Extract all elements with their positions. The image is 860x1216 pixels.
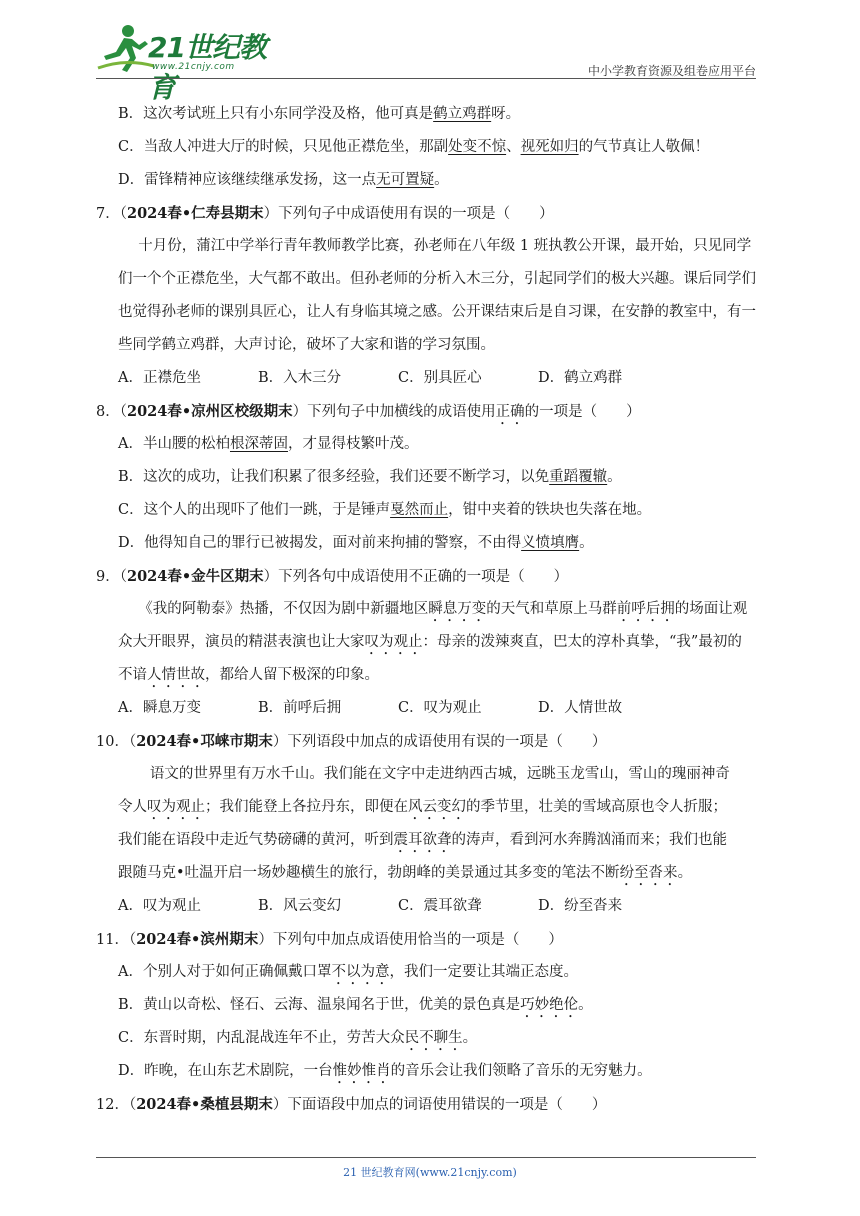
q8-stem: 8．（2024春•凉州区校级期末）下列句子中加横线的成语使用正确的一项是（ ） bbox=[96, 403, 641, 420]
q9-choice-c: C．叹为观止 bbox=[398, 700, 482, 716]
q10-stem: 10．（2024春•邛崃市期末）下列语段中加点的成语使用有误的一项是（ ） bbox=[96, 733, 607, 750]
q11-source: 2024春•滨州期末 bbox=[136, 931, 259, 948]
q11-stem: 11．（2024春•滨州期末）下列句中加点成语使用恰当的一项是（ ） bbox=[96, 931, 563, 948]
q7-passage-line: 们一个个正襟危坐，大气都不敢出。但孙老师的分析入木三分，引起同学们的极大兴趣。课后同学们 bbox=[118, 271, 756, 287]
q9-source: 2024春•金牛区期末 bbox=[126, 568, 264, 585]
q11-option-b: B．黄山以奇松、怪石、云海、温泉闻名于世，优美的景色真是巧妙绝伦。 bbox=[118, 997, 593, 1013]
q10-passage-line: 我们能在语段中走近气势磅礴的黄河，听到震耳欲聋的涛声，看到河水奔腾汹涌而来；我们也能 bbox=[118, 832, 727, 848]
logo-url: www.21cnjy.com bbox=[152, 62, 235, 72]
q6-option-c: C．当敌人冲进大厅的时候，只见他正襟危坐，那副处变不惊、视死如归的气节真让人敬佩！ bbox=[118, 139, 710, 155]
platform-title: 中小学教育资源及组卷应用平台 bbox=[587, 64, 756, 78]
q7-choice-d: D．鹤立鸡群 bbox=[538, 370, 623, 386]
q7-stem: 7．（2024春•仁寿县期末）下列句子中成语使用有误的一项是（ ） bbox=[96, 205, 554, 222]
q9-passage-line: 众大开眼界，演员的精湛表演也让大家叹为观止：母亲的泼辣爽直，巴太的淳朴真挚，“我”最初的 bbox=[118, 634, 742, 650]
q10-passage-line: 令人叹为观止；我们能登上各拉丹东，即便在风云变幻的季节里，壮美的雪域高原也令人折服； bbox=[118, 799, 727, 815]
q9-choice-b: B．前呼后拥 bbox=[258, 700, 342, 716]
q9-choice-d: D．人情世故 bbox=[538, 700, 623, 716]
q11-option-a: A．个别人对于如何正确佩戴口罩不以为意，我们一定要让其端正态度。 bbox=[118, 964, 578, 980]
q10-choice-b: B．风云变幻 bbox=[258, 898, 342, 914]
q10-choice-c: C．震耳欲聋 bbox=[398, 898, 482, 914]
q7-passage-line: 十月份，蒲江中学举行青年教师教学比赛，孙老师在八年级 1 班执教公开课，最开始，只见同学 bbox=[138, 238, 752, 254]
q8-option-c: C．这个人的出现吓了他们一跳，于是锤声戛然而止，钳中夹着的铁块也失落在地。 bbox=[118, 502, 652, 518]
q8-option-b: B．这次的成功，让我们积累了很多经验，我们还要不断学习，以免重蹈覆辙。 bbox=[118, 469, 622, 485]
q10-passage-line: 跟随马克•吐温开启一场妙趣横生的旅行，勃朗峰的美景通过其多变的笔法不断纷至沓来。 bbox=[118, 865, 693, 881]
q7-choice-b: B．入木三分 bbox=[258, 370, 342, 386]
q11-option-d: D．昨晚，在山东艺术剧院，一台惟妙惟肖的音乐会让我们领略了音乐的无穷魅力。 bbox=[118, 1063, 652, 1079]
q7-passage-line: 也觉得孙老师的课别具匠心，让人有身临其境之感。公开课结束后是自习课，在安静的教室中，有一 bbox=[118, 304, 756, 320]
runner-logo-icon bbox=[96, 22, 156, 74]
q7-choice-c: C．别具匠心 bbox=[398, 370, 482, 386]
q7-choices bbox=[96, 362, 764, 395]
question-content bbox=[96, 98, 764, 1121]
q10-choice-a: A．叹为观止 bbox=[118, 898, 201, 914]
logo-text: 21世纪教育 bbox=[148, 31, 266, 104]
q7-source: 2024春•仁寿县期末 bbox=[126, 205, 264, 222]
q6-option-b: B．这次考试班上只有小东同学没及格，他可真是鹤立鸡群呀。 bbox=[118, 106, 521, 122]
q6-option-d: D．雷锋精神应该继续继承发扬，这一点无可置疑。 bbox=[118, 172, 449, 188]
q10-choices bbox=[96, 890, 764, 923]
q8-source: 2024春•凉州区校级期末 bbox=[126, 403, 293, 420]
q12-source: 2024春•桑植县期末 bbox=[136, 1096, 273, 1113]
q10-passage-line: 语文的世界里有万水千山。我们能在文字中走进纳西古城，远眺玉龙雪山，雪山的瑰丽神奇 bbox=[149, 766, 730, 782]
q10-choice-d: D．纷至沓来 bbox=[538, 898, 623, 914]
q9-passage-line: 《我的阿勒泰》热播，不仅因为剧中新疆地区瞬息万变的天气和草原上马群前呼后拥的场面让观 bbox=[138, 601, 748, 617]
q9-choices bbox=[96, 692, 764, 725]
q7-choice-a: A．正襟危坐 bbox=[118, 370, 201, 386]
q9-choice-a: A．瞬息万变 bbox=[118, 700, 201, 716]
page-footer: 21 世纪教育网(www.21cnjy.com) bbox=[343, 1166, 517, 1179]
q8-option-a: A．半山腰的松柏根深蒂固，才显得枝繁叶茂。 bbox=[118, 436, 419, 452]
q9-passage-line: 不谙人情世故，都给人留下极深的印象。 bbox=[118, 667, 379, 683]
q12-stem: 12．（2024春•桑植县期末）下面语段中加点的词语使用错误的一项是（ ） bbox=[96, 1096, 607, 1113]
q11-option-c: C．东晋时期，内乱混战连年不止，劳苦大众民不聊生。 bbox=[118, 1030, 478, 1046]
footer-divider bbox=[96, 1157, 756, 1158]
header-divider bbox=[96, 78, 756, 79]
logo bbox=[96, 22, 266, 104]
page-header bbox=[96, 22, 756, 104]
q10-source: 2024春•邛崃市期末 bbox=[136, 733, 273, 750]
q9-stem: 9．（2024春•金牛区期末）下列各句中成语使用不正确的一项是（ ） bbox=[96, 568, 569, 585]
q7-passage-line: 些同学鹤立鸡群，大声讨论，破坏了大家和谐的学习氛围。 bbox=[118, 337, 495, 353]
q8-option-d: D．他得知自己的罪行已被揭发，面对前来拘捕的警察，不由得义愤填膺。 bbox=[118, 535, 594, 551]
